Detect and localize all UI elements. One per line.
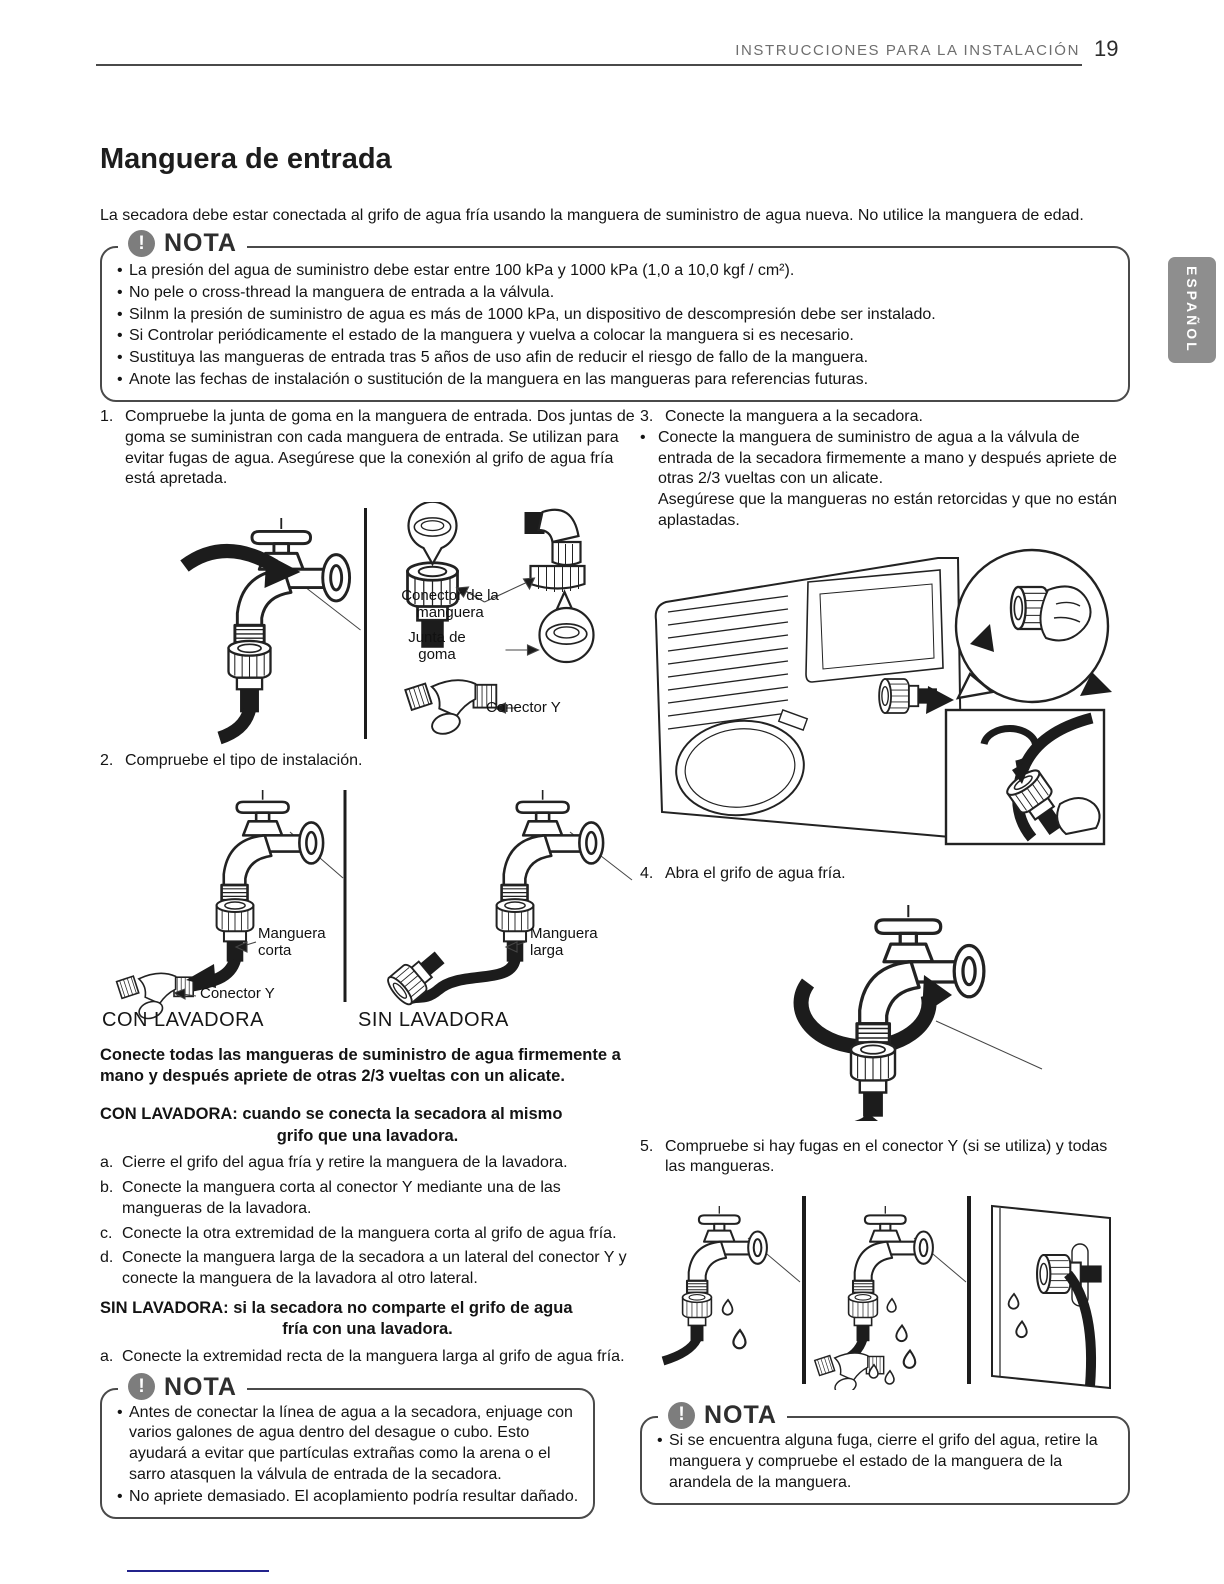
list-item-d xyxy=(100,1248,635,1290)
with-washer-steps xyxy=(100,1153,635,1290)
step-2-number: 2. xyxy=(100,752,114,770)
item-letter: a. xyxy=(100,1347,114,1365)
without-washer-heading xyxy=(100,1298,635,1341)
dryer-connection-illustration-wrap xyxy=(640,546,1130,846)
list-item-c xyxy=(100,1224,635,1245)
list-item-a2 xyxy=(100,1347,635,1368)
hose-connector-label: Conector de la manguera xyxy=(401,587,499,621)
step-3-block xyxy=(640,407,1130,532)
note-bullet-list xyxy=(114,261,1114,391)
step-2-text: Compruebe el tipo de instalación. xyxy=(125,752,363,770)
note-bullet: • No apriete demasiado. El acoplamiento podría resultar dañado. xyxy=(114,1487,579,1508)
open-faucet-illustration xyxy=(750,891,1050,1121)
step-3-text: Conecte la manguera a la secadora. xyxy=(665,408,923,425)
step-4-number: 4. xyxy=(640,864,654,882)
item-letter: a. xyxy=(100,1154,114,1172)
step-1 xyxy=(100,407,635,490)
note-bullet: • Sustituya las mangueras de entrada tras 5 años de uso afin de reducir el riesgo de fallo de la manguera. xyxy=(114,348,1114,369)
exclamation-circle-icon: ! xyxy=(128,230,155,257)
footer-line xyxy=(127,1570,269,1572)
list-item-a xyxy=(100,1153,635,1174)
note-box-3-legend xyxy=(658,1399,787,1432)
step-3-bullet xyxy=(640,428,1130,490)
leak-check-illustration xyxy=(640,1190,1130,1390)
with-washer-heading-line1: CON LAVADORA: cuando se conecta la secadora al mismo xyxy=(100,1105,563,1124)
item-letter: b. xyxy=(100,1179,114,1197)
item-text: Conecte la manguera corta al conector Y mediante una de las mangueras de la lavadora. xyxy=(122,1179,561,1217)
note-box-1 xyxy=(100,229,1130,402)
step-1-text: Compruebe la junta de goma en la manguera de entrada. Dos juntas de goma se suministran con cada manguera de entrada. Se utilizan para evitar fugas de agua. Asegúrese que la conexión al grifo de agua fría está apretada. xyxy=(125,408,635,488)
item-letter: c. xyxy=(100,1224,113,1242)
short-hose-label: Manguera corta xyxy=(258,924,326,959)
installation-type-illustration-wrap xyxy=(100,780,635,1035)
header-title: INSTRUCCIONES PARA LA INSTALACIÓN xyxy=(735,42,1080,59)
open-faucet-illustration-wrap xyxy=(750,891,1050,1121)
without-washer-steps xyxy=(100,1347,635,1368)
step-4 xyxy=(640,864,1130,885)
note-bullet: • Silnm la presión de suministro de agua es más de 1000 kPa, un dispositivo de descompresión debe ser instalado. xyxy=(114,305,1114,326)
step-1-number: 1. xyxy=(100,408,114,425)
step-3-note: Asegúrese que la mangueras no están retorcidas y que no están aplastadas. xyxy=(658,491,1117,529)
item-text: Conecte la manguera larga de la secadora a un lateral del conector Y y conecte la manguera de la lavadora al otro lateral. xyxy=(122,1249,627,1288)
note-box-2 xyxy=(100,1372,595,1519)
header-rule xyxy=(96,64,1082,66)
without-washer-heading-line1: SIN LAVADORA: si la secadora no comparte el grifo de agua xyxy=(100,1299,573,1318)
step-3-number: 3. xyxy=(640,408,654,425)
language-tab-label: ESPAÑOL xyxy=(1184,266,1200,354)
item-letter: d. xyxy=(100,1249,114,1267)
step-5-text: Compruebe si hay fugas en el conector Y (si se utiliza) y todas las mangueras. xyxy=(665,1137,1108,1176)
item-text: Conecte la otra extremidad de la manguera corta al grifo de agua fría. xyxy=(122,1224,617,1242)
step-2 xyxy=(100,751,635,772)
item-text: Cierre el grifo del agua fría y retire la manguera de la lavadora. xyxy=(122,1154,568,1172)
note-box-2-legend xyxy=(118,1371,247,1404)
with-washer-heading-line2: grifo que una lavadora. xyxy=(276,1126,459,1145)
note-title: NOTA xyxy=(704,1401,777,1430)
with-washer-heading xyxy=(100,1104,635,1147)
note-title: NOTA xyxy=(164,229,237,257)
language-tab xyxy=(1168,257,1216,363)
with-washer-caption: CON LAVADORA xyxy=(102,1008,264,1031)
long-hose-label: Manguera larga xyxy=(530,924,598,959)
intro-text: La secadora debe estar conectada al grifo de agua fría usando la manguera de suministro de agua nueva. No utilice la manguera de edad. xyxy=(100,207,1084,224)
y-connector-label-2: Conector Y xyxy=(200,984,275,1002)
bullet-marker: • xyxy=(640,428,646,446)
rubber-gasket-label: Junta de goma xyxy=(408,629,466,663)
note-bullet: • La presión del agua de suministro debe estar entre 100 kPa y 1000 kPa (1,0 a 10,0 kgf / cm²). xyxy=(114,261,1114,282)
note-bullet-list xyxy=(654,1431,1114,1493)
note-bullet: • No pele o cross-thread la manguera de entrada a la válvula. xyxy=(114,283,1114,304)
exclamation-circle-icon: ! xyxy=(128,1373,155,1400)
dryer-connection-illustration xyxy=(640,546,1130,846)
tighten-instruction: Conecte todas las mangueras de suministro de agua firmemente a mano y después apriete de otras 2/3 vueltas con un alicate. xyxy=(100,1045,621,1086)
without-washer-heading-line2: fría con una lavadora. xyxy=(282,1320,453,1339)
step-4-text: Abra el grifo de agua fría. xyxy=(665,864,846,882)
item-text: Conecte la extremidad recta de la manguera larga al grifo de agua fría. xyxy=(122,1347,625,1365)
step-5-number: 5. xyxy=(640,1137,654,1155)
gasket-connectors-illustration-wrap xyxy=(100,502,635,745)
step-3 xyxy=(640,407,1130,428)
note-bullet: • Si se encuentra alguna fuga, cierre el grifo del agua, retire la manguera y compruebe el estado de la manguera de la arandela de la manguera. xyxy=(654,1431,1114,1493)
exclamation-circle-icon: ! xyxy=(668,1402,695,1429)
installation-type-illustration xyxy=(100,780,635,1035)
note-bullet-list xyxy=(114,1403,579,1508)
note-bullet: • Si Controlar periódicamente el estado de la manguera y vuelva a colocar la manguera si es necesario. xyxy=(114,326,1114,347)
note-title: NOTA xyxy=(164,1372,237,1401)
note-bullet: • Anote las fechas de instalación o sustitución de la manguera en las mangueras para referencias futuras. xyxy=(114,370,1114,391)
leak-check-illustration-wrap xyxy=(640,1190,1130,1390)
list-item-b xyxy=(100,1178,635,1220)
step-5 xyxy=(640,1137,1130,1179)
note-box-3 xyxy=(640,1401,1130,1504)
y-connector-label: Conector Y xyxy=(486,699,561,717)
left-column xyxy=(100,407,635,1519)
page-number: 19 xyxy=(1094,36,1119,61)
step-3-bullet-text: Conecte la manguera de suministro de agua a la válvula de entrada de la secadora firmemente a mano y después apriete de otras 2/3 vueltas con un alicate. xyxy=(658,428,1117,488)
note-bullet: • Antes de conectar la línea de agua a la secadora, enjuage con varios galones de agua dentro del desague o cubo. Esto ayudará a evitar que partículas extrañas como la arena o el sarro atasquen la válvula de entrada de la secadora. xyxy=(114,1403,579,1486)
right-column xyxy=(640,407,1130,1505)
without-washer-caption: SIN LAVADORA xyxy=(358,1008,509,1031)
page-title: Manguera de entrada xyxy=(100,143,392,176)
note-box-1-legend xyxy=(118,229,247,258)
